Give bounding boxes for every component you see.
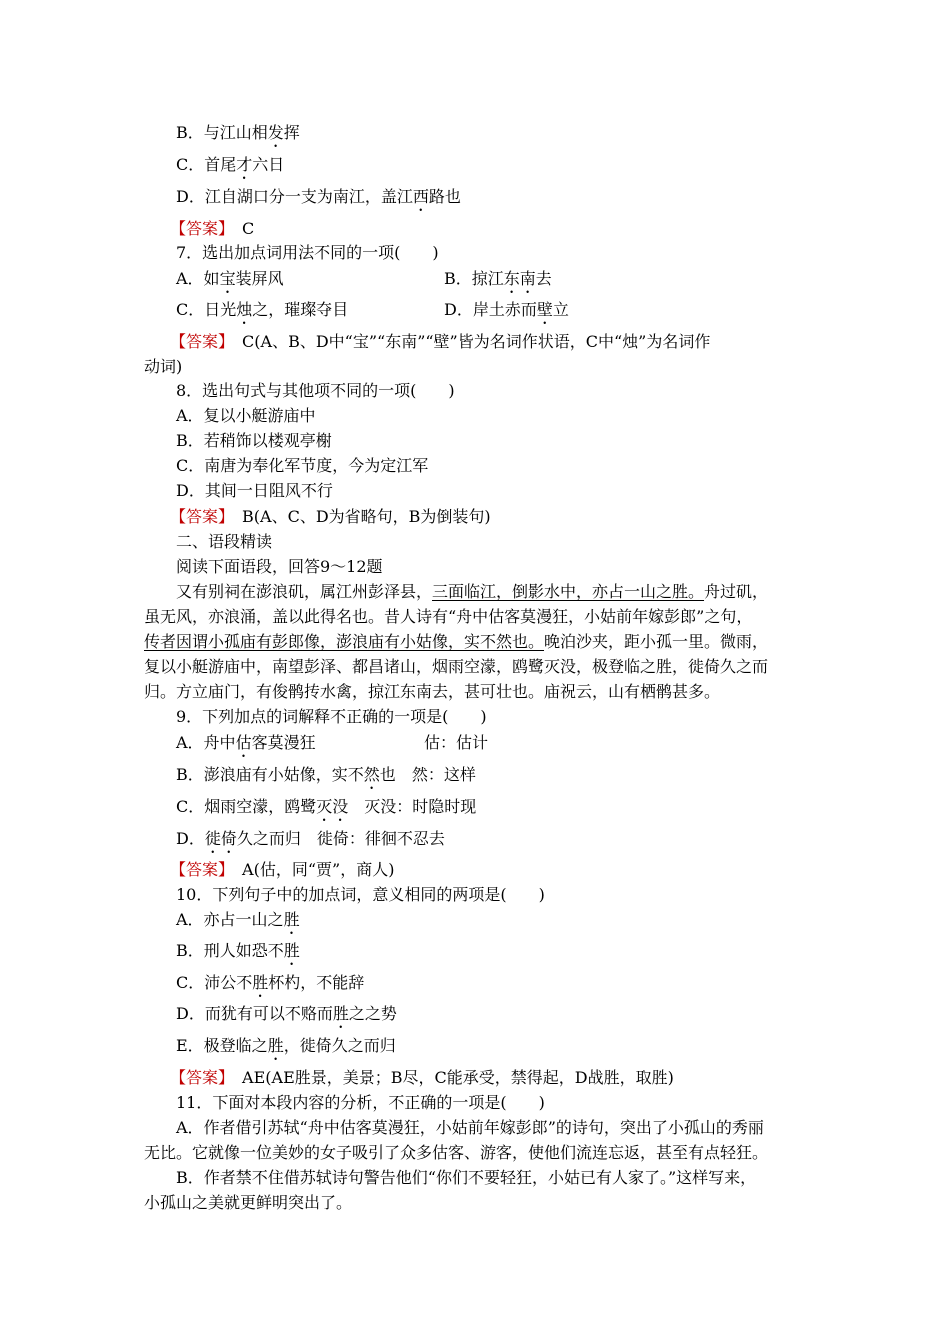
dotted-word: 才 bbox=[236, 155, 253, 174]
dotted-word: 胜 bbox=[283, 941, 300, 960]
q7-option-a: A．如宝装屏风 bbox=[176, 269, 284, 288]
dotted-word: 然 bbox=[363, 765, 380, 784]
q9-answer: 【答案】 A(估，同“贾”，商人) bbox=[170, 860, 395, 879]
q10-answer: 【答案】 AE(AE胜景，美景；B尽，C能承受，禁得起，D战胜，取胜) bbox=[170, 1068, 674, 1087]
q10-option-d: D．而犹有可以不赂而胜之之势 bbox=[176, 1004, 397, 1023]
q8-option-d: D．其间一日阻风不行 bbox=[176, 481, 333, 500]
q11-stem: 11．下面对本段内容的分析，不正确的一项是( ) bbox=[176, 1093, 545, 1112]
q7-answer: 【答案】 C(A、B、D中“宝”“东南”“壁”皆为名词作状语，C中“烛”为名词作 bbox=[170, 332, 711, 351]
q6-option-d: D．江自湖口分一支为南江，盖江西路也 bbox=[176, 187, 461, 206]
q11-option-b: B．作者禁不住借苏轼诗句警告他们“你们不要轻狂，小姑已有人家了。”这样写来， bbox=[176, 1168, 757, 1187]
answer-tag: 【答案】 bbox=[170, 1068, 227, 1087]
q6-option-c: C．首尾才六日 bbox=[176, 155, 285, 174]
answer-tag: 【答案】 bbox=[170, 332, 227, 351]
dotted-word: 壁 bbox=[536, 300, 553, 319]
q9-option-c: C．烟雨空濛，鸥鹭灭没 灭没：时隐时现 bbox=[176, 797, 477, 816]
q7-option-c: C．日光烛之，璀璨夺目 bbox=[176, 300, 349, 319]
passage-line: 传者因谓小孤庙有彭郎像，澎浪庙有小姑像，实不然也。晚泊沙夹，距小孤一里。微雨， bbox=[144, 632, 769, 651]
passage-intro: 阅读下面语段，回答9～12题 bbox=[176, 557, 383, 576]
q8-option-c: C．南唐为奉化军节度，今为定江军 bbox=[176, 456, 429, 475]
passage-line: 虽无风，亦浪涌，盖以此得名也。昔人诗有“舟中估客莫漫狂，小姑前年嫁彭郎”之句， bbox=[144, 607, 753, 626]
dotted-word: 宝 bbox=[219, 269, 236, 288]
q7-answer-cont: 动词) bbox=[144, 357, 183, 376]
dotted-word: 胜 bbox=[332, 1004, 349, 1023]
passage-line: 归。方立庙门，有俊鹘抟水禽，掠江东南去，甚可壮也。庙祝云，山有栖鹘甚多。 bbox=[144, 682, 721, 701]
q7-option-d: D．岸土赤而壁立 bbox=[444, 300, 569, 319]
answer-tag: 【答案】 bbox=[170, 219, 227, 238]
q6-answer: 【答案】 C bbox=[170, 219, 255, 238]
q6-option-b: B．与江山相发挥 bbox=[176, 123, 300, 142]
dotted-word: 估 bbox=[235, 733, 252, 752]
dotted-word: 发 bbox=[267, 123, 284, 142]
passage-line: 复以小艇游庙中，南望彭泽、都昌诸山，烟雨空濛，鸥鹭灭没，极登临之胜，徙倚久之而 bbox=[144, 657, 769, 676]
q10-stem: 10．下列句子中的加点词，意义相同的两项是( ) bbox=[176, 885, 545, 904]
q10-option-b: B．刑人如恐不胜 bbox=[176, 941, 300, 960]
underlined-sentence: 三面临江，倒影水中，亦占一山之胜。 bbox=[432, 582, 705, 601]
dotted-word: 胜 bbox=[283, 910, 300, 929]
q9-option-d: D．徙倚久之而归 徙倚：徘徊不忍去 bbox=[176, 829, 445, 848]
q8-stem: 8．选出句式与其他项不同的一项( ) bbox=[176, 381, 455, 400]
dotted-word: 灭没 bbox=[316, 797, 349, 816]
q11-option-a: A．作者借引苏轼“舟中估客莫漫狂，小姑前年嫁彭郎”的诗句，突出了小孤山的秀丽 bbox=[176, 1118, 764, 1137]
q8-answer: 【答案】 B(A、C、D为省略句，B为倒装句) bbox=[170, 507, 491, 526]
q8-option-a: A．复以小艇游庙中 bbox=[176, 406, 316, 425]
answer-tag: 【答案】 bbox=[170, 507, 227, 526]
dotted-word: 徙倚 bbox=[204, 829, 237, 848]
dotted-word: 烛 bbox=[236, 300, 253, 319]
dotted-word: 胜 bbox=[267, 1036, 284, 1055]
dotted-word: 胜 bbox=[252, 973, 269, 992]
q10-option-e: E．极登临之胜，徙倚久之而归 bbox=[176, 1036, 396, 1055]
q10-option-a: A．亦占一山之胜 bbox=[176, 910, 300, 929]
q7-stem: 7．选出加点词用法不同的一项( ) bbox=[176, 243, 439, 262]
q9-stem: 9．下列加点的词解释不正确的一项是( ) bbox=[176, 707, 487, 726]
q10-option-c: C．沛公不胜杯杓，不能辞 bbox=[176, 973, 365, 992]
q9-option-b: B．澎浪庙有小姑像，实不然也 然：这样 bbox=[176, 765, 476, 784]
q8-option-b: B．若稍饰以楼观亭榭 bbox=[176, 431, 332, 450]
q11-option-a-cont: 无比。它就像一位美妙的女子吸引了众多估客、游客，使他们流连忘返，甚至有点轻狂。 bbox=[144, 1143, 769, 1162]
section-heading: 二、语段精读 bbox=[176, 532, 273, 551]
dotted-word: 东南 bbox=[503, 269, 536, 288]
q9-option-a: A．舟中估客莫漫狂 估：估计 bbox=[176, 733, 489, 752]
answer-tag: 【答案】 bbox=[170, 860, 227, 879]
underlined-sentence: 传者因谓小孤庙有彭郎像，澎浪庙有小姑像，实不然也。 bbox=[144, 632, 545, 651]
q7-option-b: B．掠江东南去 bbox=[444, 269, 552, 288]
dotted-word: 西 bbox=[412, 187, 429, 206]
q11-option-b-cont: 小孤山之美就更鲜明突出了。 bbox=[144, 1193, 353, 1212]
passage-line: 又有别祠在澎浪矶，属江州彭泽县，三面临江，倒影水中，亦占一山之胜。舟过矶， bbox=[176, 582, 769, 601]
